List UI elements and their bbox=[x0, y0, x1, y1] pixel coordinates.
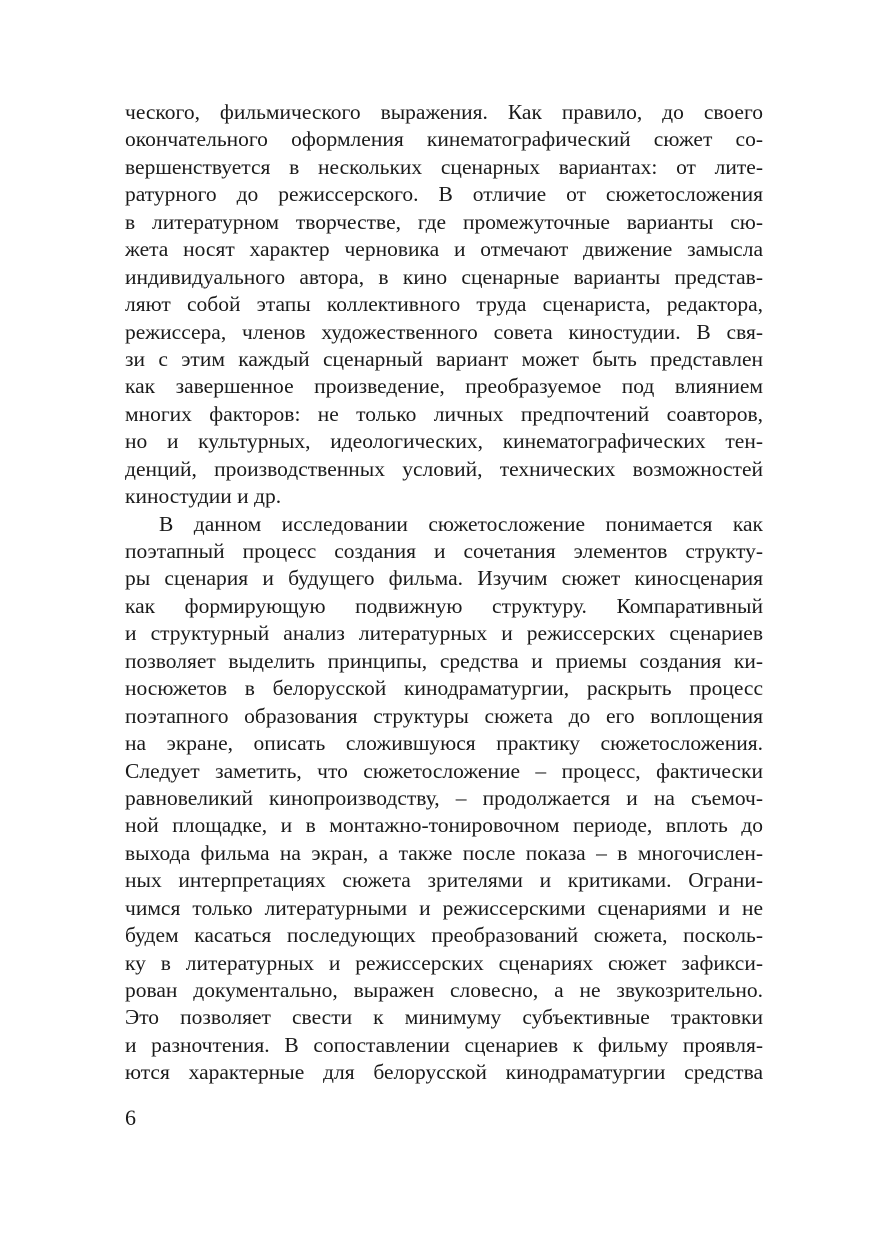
text-line: как завершенное произведение, преобразуемое под влиянием bbox=[125, 374, 763, 399]
text-line: режиссера, членов художественного совета киностудии. В свя- bbox=[125, 319, 763, 344]
text-line: равновеликий кинопроизводству, – продолжается и на съемоч- bbox=[125, 785, 763, 810]
text-line: как формирующую подвижную структуру. Компаративный bbox=[125, 593, 763, 618]
text-line: окончательного оформления кинематографический сюжет со- bbox=[125, 127, 763, 152]
text-line: позволяет выделить принципы, средства и приемы создания ки- bbox=[125, 648, 763, 673]
text-line: будем касаться последующих преобразований сюжета, посколь- bbox=[125, 923, 763, 948]
page-number: 6 bbox=[125, 1105, 136, 1130]
text-line: ры сценария и будущего фильма. Изучим сюжет киносценария bbox=[125, 566, 763, 591]
paragraph bbox=[125, 99, 763, 511]
text-line: носюжетов в белорусской кинодраматургии, раскрыть процесс bbox=[125, 676, 763, 701]
text-line: но и культурных, идеологических, кинематографических тен- bbox=[125, 429, 763, 454]
text-line: чимся только литературными и режиссерскими сценариями и не bbox=[125, 895, 763, 920]
text-line: и разночтения. В сопоставлении сценариев к фильму проявля- bbox=[125, 1032, 763, 1057]
text-line: Это позволяет свести к минимуму субъективные трактовки bbox=[125, 1005, 763, 1030]
text-line: ной площадке, и в монтажно-тонировочном периоде, вплоть до bbox=[125, 813, 763, 838]
text-line: киностудии и др. bbox=[125, 484, 282, 509]
text-line: ратурного до режиссерского. В отличие от сюжетосложения bbox=[125, 182, 763, 207]
text-line: индивидуального автора, в кино сценарные варианты представ- bbox=[125, 264, 763, 289]
text-line: денций, производственных условий, технических возможностей bbox=[125, 456, 763, 481]
text-line: поэтапного образования структуры сюжета до его воплощения bbox=[125, 703, 763, 728]
text-line: вершенствуется в нескольких сценарных вариантах: от лите- bbox=[125, 154, 763, 179]
text-line: ются характерные для белорусской кинодраматургии средства bbox=[125, 1060, 763, 1085]
text-line: В данном исследовании сюжетосложение понимается как bbox=[159, 511, 763, 536]
text-line: рован документально, выражен словесно, а не звукозрительно. bbox=[125, 978, 763, 1002]
body-text bbox=[125, 99, 763, 1087]
text-line: в литературном творчестве, где промежуточные варианты сю- bbox=[125, 209, 763, 234]
text-line: многих факторов: не только личных предпочтений соавторов, bbox=[125, 401, 763, 426]
text-line: и структурный анализ литературных и режиссерских сценариев bbox=[125, 621, 763, 646]
paragraph bbox=[125, 511, 763, 1087]
text-line: ляют собой этапы коллективного труда сценариста, редактора, bbox=[125, 292, 763, 317]
text-line: выхода фильма на экран, а также после показа – в многочислен- bbox=[125, 840, 763, 865]
text-line: Следует заметить, что сюжетосложение – процесс, фактически bbox=[125, 758, 763, 783]
text-line: ку в литературных и режиссерских сценариях сюжет зафикси- bbox=[125, 950, 763, 975]
text-line: ческого, фильмического выражения. Как правило, до своего bbox=[125, 100, 763, 124]
text-line: на экране, описать сложившуюся практику сюжетосложения. bbox=[125, 731, 763, 756]
text-line: ных интерпретациях сюжета зрителями и критиками. Ограни- bbox=[125, 868, 763, 893]
text-line: поэтапный процесс создания и сочетания элементов структу- bbox=[125, 539, 763, 563]
text-line: зи с этим каждый сценарный вариант может быть представлен bbox=[125, 346, 763, 371]
text-line: жета носят характер черновика и отмечают движение замысла bbox=[125, 237, 763, 262]
